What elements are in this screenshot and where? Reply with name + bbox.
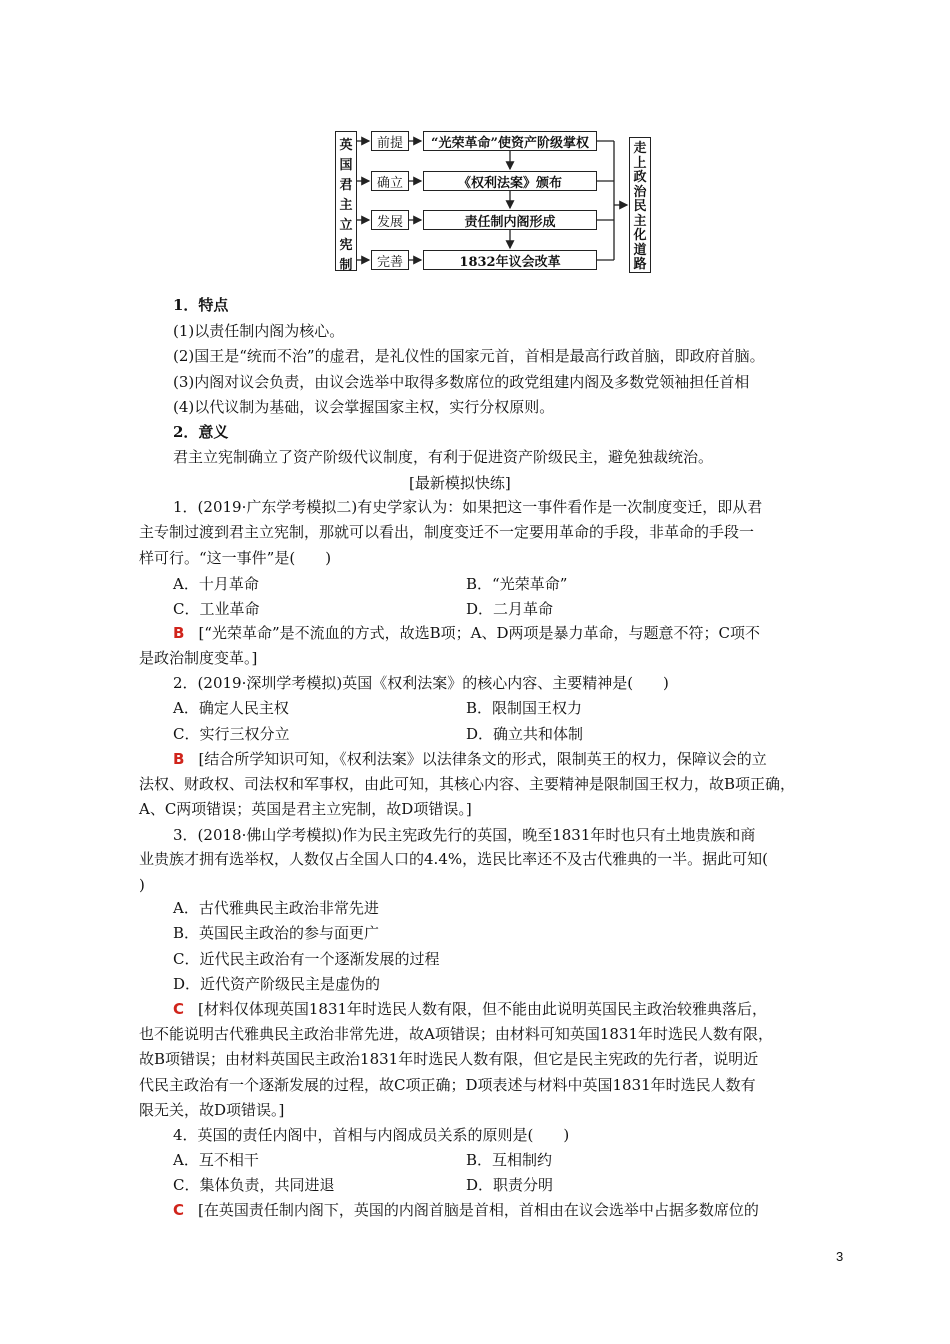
stage-label-text: 前提 — [376, 135, 403, 151]
right-label-text: 走上政治民主化道路 — [633, 141, 647, 272]
line-text: 是政治制度变革。] — [139, 649, 258, 667]
text-line — [173, 974, 380, 994]
stage-label-text: 完善 — [376, 254, 403, 270]
page-number: 3 — [836, 1249, 844, 1264]
option-right: D．职责分明 — [466, 1176, 554, 1194]
text-line — [173, 295, 228, 315]
line-text: 代民主政治有一个逐渐发展的过程，故C项正确；D项表述与材料中英国1831年时选民人数有 — [139, 1076, 756, 1094]
text-line — [139, 799, 472, 819]
answer-line — [173, 999, 767, 1019]
line-text: ) — [139, 876, 145, 894]
line-text: 法权、财政权、司法权和军事权，由此可知，其核心内容、主要精神是限制国王权力，故B项正确， — [139, 775, 796, 793]
stage-label-text: 确立 — [376, 175, 403, 191]
line-text: B．英国民主政治的参与面更广 — [173, 924, 380, 942]
text-line — [173, 898, 379, 918]
text-line — [173, 673, 669, 693]
option-row — [173, 698, 289, 718]
answer-explanation: [在英国责任制内阁下，英国的内阁首脑是首相，首相由在议会选举中占据多数席位的 — [198, 1201, 759, 1219]
stage-label-text: 发展 — [376, 214, 403, 230]
line-text: A．十月革命 — [173, 575, 259, 593]
line-text: 1．(2019·广东学考模拟二)有史学家认为：如果把这一事件看作是一次制度变迁，即从君 — [173, 498, 763, 516]
line-text: 2．(2019·深圳学考模拟)英国《权利法案》的核心内容、主要精神是( ) — [173, 674, 669, 692]
text-line — [139, 875, 145, 895]
line-text: 4．英国的责任内阁中，首相与内阁成员关系的原则是( ) — [173, 1126, 570, 1144]
text-line — [139, 548, 331, 568]
text-line — [173, 1125, 569, 1145]
left-label-text: 英国君主立宪制 — [339, 138, 353, 273]
text-line — [139, 522, 754, 542]
text-line — [139, 1049, 758, 1069]
stage-content-text: “光荣革命”使资产阶级掌权 — [431, 135, 589, 151]
answer-line — [173, 1200, 759, 1220]
line-text: A．互不相干 — [173, 1151, 259, 1169]
line-text: (4)以代议制为基础，议会掌握国家主权，实行分权原则。 — [173, 398, 555, 416]
option-row — [173, 1150, 259, 1170]
line-text: A．确定人民主权 — [173, 699, 289, 717]
line-text: (3)内阁对议会负责，由议会选举中取得多数席位的政党组建内阁及多数党领袖担任首相 — [173, 373, 750, 391]
option-right: B．“光荣革命” — [466, 575, 568, 593]
text-line — [173, 372, 749, 392]
answer-letter: C — [173, 1201, 185, 1219]
line-text: C．近代民主政治有一个逐渐发展的过程 — [173, 950, 440, 968]
answer-line — [173, 749, 767, 769]
text-line — [409, 473, 511, 493]
diagram-arrows — [0, 0, 950, 300]
answer-letter: B — [173, 750, 185, 768]
section-heading: 2．意义 — [173, 423, 229, 441]
line-text: 主专制过渡到君主立宪制，那就可以看出，制度变迁不一定要用革命的手段，非革命的手段一 — [139, 523, 755, 541]
line-text: (1)以责任制内阁为核心。 — [173, 322, 345, 340]
option-row — [173, 724, 289, 744]
text-line — [173, 397, 554, 417]
text-line — [173, 825, 755, 845]
line-text: A．古代雅典民主政治非常先进 — [173, 899, 379, 917]
line-text: 也不能说明古代雅典民主政治非常先进，故A项错误；由材料可知英国1831年时选民人数有限， — [139, 1025, 774, 1043]
answer-letter: B — [173, 624, 185, 642]
option-right: D．确立共和体制 — [466, 725, 584, 743]
text-line — [139, 648, 257, 668]
stage-content-text: 责任制内阁形成 — [464, 214, 556, 230]
line-text: 故B项错误；由材料英国民主政治1831年时选民人数有限，但它是民主宪政的先行者，说明近 — [139, 1050, 759, 1068]
text-line — [139, 1100, 284, 1120]
stage-content-text: 1832年议会改革 — [459, 254, 561, 270]
text-line — [139, 849, 768, 869]
stage-content-text: 《权利法案》颁布 — [457, 175, 562, 191]
text-line — [173, 923, 379, 943]
line-text: C．实行三权分立 — [173, 725, 290, 743]
answer-letter: C — [173, 1000, 185, 1018]
line-text: [最新模拟快练] — [409, 474, 511, 492]
text-line — [173, 949, 439, 969]
option-right: B．互相制约 — [466, 1151, 553, 1169]
option-row — [173, 574, 259, 594]
answer-explanation: [材料仅体现英国1831年时选民人数有限，但不能由此说明英国民主政治较雅典落后， — [198, 1000, 768, 1018]
text-line — [173, 447, 713, 467]
answer-explanation: [结合所学知识可知，《权利法案》以法律条文的形式，限制英王的权力，保障议会的立 — [198, 750, 767, 768]
line-text: 君主立宪制确立了资产阶级代议制度，有利于促进资产阶级民主，避免独裁统治。 — [173, 448, 714, 466]
text-line — [173, 422, 228, 442]
option-right: B．限制国王权力 — [466, 699, 583, 717]
text-line — [173, 497, 762, 517]
line-text: (2)国王是“统而不治”的虚君，是礼仪性的国家元首，首相是最高行政首脑，即政府首脑。 — [173, 347, 765, 365]
line-text: C．集体负责，共同进退 — [173, 1176, 335, 1194]
answer-line — [173, 623, 760, 643]
text-line — [139, 1075, 756, 1095]
text-line — [173, 346, 765, 366]
option-right: D．二月革命 — [466, 600, 554, 618]
line-text: 3．(2018·佛山学考模拟)作为民主宪政先行的英国，晚至1831年时也只有土地贵族和商 — [173, 826, 756, 844]
line-text: C．工业革命 — [173, 600, 260, 618]
answer-explanation: [“光荣革命”是不流血的方式，故选B项；A、D两项是暴力革命，与题意不符；C项不 — [198, 624, 760, 642]
text-line — [139, 1024, 773, 1044]
line-text: 限无关，故D项错误。] — [139, 1101, 285, 1119]
section-heading: 1．特点 — [173, 296, 229, 314]
line-text: 样可行。“这一事件”是( ) — [139, 549, 332, 567]
line-text: D．近代资产阶级民主是虚伪的 — [173, 975, 381, 993]
text-line — [139, 774, 795, 794]
option-row — [173, 599, 259, 619]
line-text: 业贵族才拥有选举权，人数仅占全国人口的4.4%，选民比率还不及古代雅典的一半。据此可知( — [139, 850, 768, 868]
option-row — [173, 1175, 334, 1195]
line-text: A、C两项错误；英国是君主立宪制，故D项错误。] — [139, 800, 472, 818]
text-line — [173, 321, 344, 341]
